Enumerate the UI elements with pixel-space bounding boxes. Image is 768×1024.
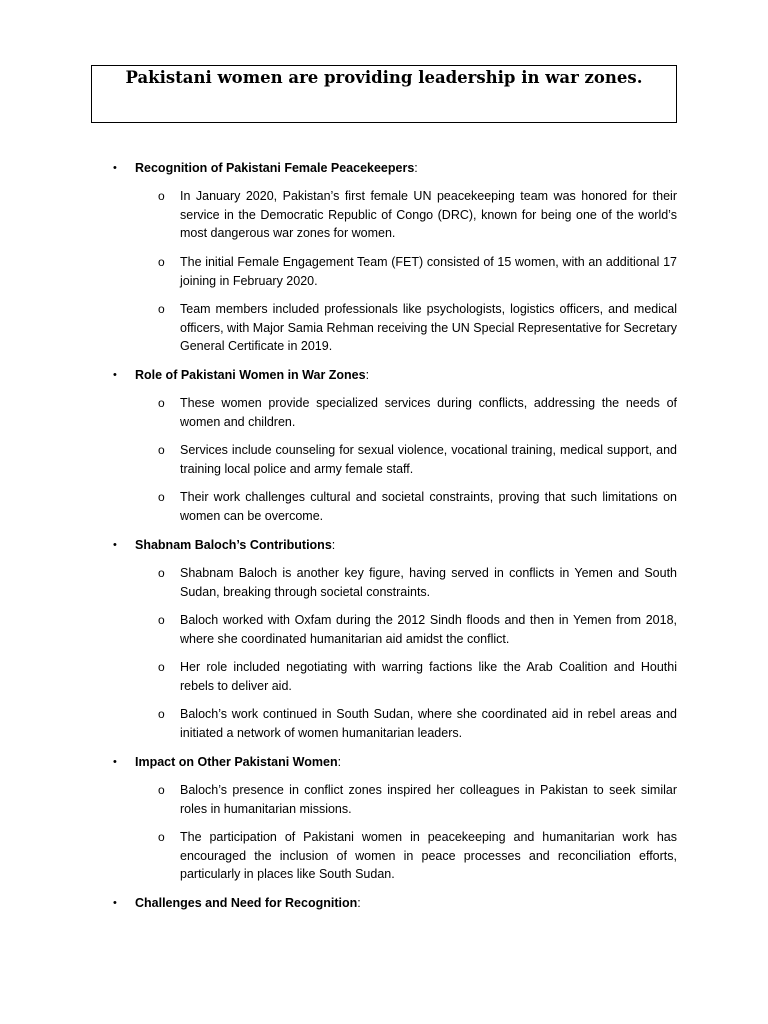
heading-label: Role of Pakistani Women in War Zones bbox=[135, 368, 366, 382]
list-item-text: Shabnam Baloch is another key figure, having served in conflicts in Yemen and South Sudan, breaking through societal constraints. bbox=[180, 566, 677, 599]
section-heading-recognition bbox=[0, 158, 768, 178]
sub-bullet-icon: o bbox=[158, 396, 165, 410]
bullet-icon: • bbox=[113, 756, 117, 768]
list-item-text: Team members included professionals like psychologists, logistics officers, and medical officers, with Major Samia Rehman receiving the UN Special Representative for Secretary General Certificate in 2019. bbox=[180, 302, 677, 353]
heading-label: Impact on Other Pakistani Women bbox=[135, 755, 338, 769]
heading-colon: : bbox=[331, 538, 336, 552]
list-item-text: Services include counseling for sexual violence, vocational training, medical support, and training local police and army female staff. bbox=[180, 443, 677, 476]
sub-bullet-icon: o bbox=[158, 660, 165, 674]
sub-bullet-icon: o bbox=[158, 783, 165, 797]
list-item-text: Her role included negotiating with warring factions like the Arab Coalition and Houthi rebels to deliver aid. bbox=[180, 660, 677, 693]
bullet-icon: • bbox=[113, 162, 117, 174]
list-item-text: Baloch’s work continued in South Sudan, where she coordinated aid in rebel areas and initiated a network of women humanitarian leaders. bbox=[180, 707, 677, 740]
list-item-text: Baloch’s presence in conflict zones inspired her colleagues in Pakistan to seek similar roles in humanitarian missions. bbox=[180, 783, 677, 816]
heading-label: Shabnam Baloch’s Contributions bbox=[135, 538, 332, 552]
heading-label: Challenges and Need for Recognition bbox=[135, 896, 358, 910]
list-item-text: These women provide specialized services during conflicts, addressing the needs of women and children. bbox=[180, 396, 677, 429]
heading-colon: : bbox=[414, 161, 418, 175]
bullet-icon: • bbox=[113, 369, 117, 381]
sub-bullet-icon: o bbox=[158, 255, 165, 269]
heading-colon: : bbox=[337, 755, 342, 769]
sub-bullet-icon: o bbox=[158, 830, 165, 844]
heading-colon: : bbox=[357, 896, 361, 910]
list-item-text: Baloch worked with Oxfam during the 2012 Sindh floods and then in Yemen from 2018, where she coordinated humanitarian aid amidst the conflict. bbox=[180, 613, 677, 646]
sub-bullet-icon: o bbox=[158, 490, 165, 504]
document-title: Pakistani women are providing leadership in war zones. bbox=[125, 68, 643, 87]
section-heading-role bbox=[0, 365, 768, 385]
sub-bullet-icon: o bbox=[158, 189, 165, 203]
section-heading-shabnam bbox=[0, 535, 768, 555]
sub-bullet-icon: o bbox=[158, 443, 165, 457]
sub-bullet-icon: o bbox=[158, 613, 165, 627]
bullet-icon: • bbox=[113, 539, 117, 551]
sub-bullet-icon: o bbox=[158, 566, 165, 580]
list-item-text: Their work challenges cultural and societal constraints, proving that such limitations on women can be overcome. bbox=[180, 490, 677, 523]
list-item-text: The participation of Pakistani women in peacekeeping and humanitarian work has encouraged the inclusion of women in peace processes and reconciliation efforts, particularly in places like South Sudan. bbox=[180, 830, 677, 881]
section-heading-impact bbox=[0, 752, 768, 772]
heading-label: Recognition of Pakistani Female Peacekeepers bbox=[135, 161, 415, 175]
list-item-text: In January 2020, Pakistan’s first female UN peacekeeping team was honored for their service in the Democratic Republic of Congo (DRC), known for being one of the world’s most dangerous war zones for women. bbox=[180, 189, 677, 240]
section-heading-challenges bbox=[0, 893, 768, 913]
heading-colon: : bbox=[365, 368, 370, 382]
bullet-icon: • bbox=[113, 897, 117, 909]
sub-bullet-icon: o bbox=[158, 302, 165, 316]
sub-bullet-icon: o bbox=[158, 707, 165, 721]
list-item-text: The initial Female Engagement Team (FET) consisted of 15 women, with an additional 17 joining in February 2020. bbox=[180, 255, 677, 288]
title-box bbox=[91, 65, 677, 123]
